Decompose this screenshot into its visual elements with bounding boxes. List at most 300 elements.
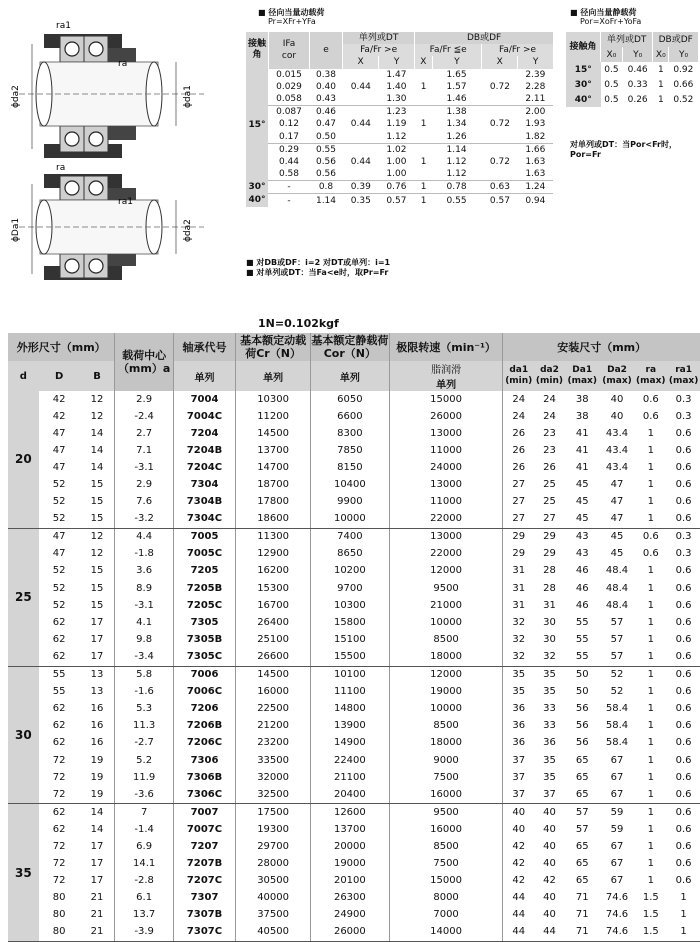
speed-cell: 7500 — [389, 856, 503, 873]
header-dimensions: 外形尺寸（mm） — [8, 333, 115, 361]
static-load-heading — [570, 8, 641, 26]
cor-cell: 26300 — [310, 890, 389, 907]
D-cell: 62 — [52, 703, 66, 715]
bearing-code-cell: 7307C — [173, 924, 235, 942]
ra1-cell: 0.6 — [675, 686, 692, 698]
header-ifa-cor: IFa cor — [269, 32, 310, 69]
Da2-cell: 67 — [610, 875, 624, 887]
B-cell: 12 — [90, 410, 104, 422]
ra-cell: 1.5 — [642, 909, 659, 921]
B-cell: 12 — [90, 531, 104, 543]
B-cell: 15 — [90, 496, 104, 508]
table-row — [8, 907, 700, 924]
cor-cell: 20000 — [310, 838, 389, 855]
cr-cell: 16000 — [236, 684, 311, 701]
B-cell: 13 — [90, 686, 104, 698]
e-cell: 0.56 — [310, 168, 343, 181]
cr-cell: 37500 — [236, 907, 311, 924]
Da2-cell: 57 — [600, 648, 635, 666]
da1-cell: 29 — [503, 546, 534, 563]
y-double-le-cell: 0.78 — [432, 181, 482, 194]
D-cell: 72 — [52, 754, 66, 766]
ra1-cell: 0.6 — [675, 616, 692, 628]
cr-cell: 16200 — [236, 563, 311, 580]
xo-single-cell: 0.5 — [604, 94, 619, 105]
label-ra1-top: ra1 — [56, 21, 71, 31]
B-cell: 15 — [90, 582, 104, 594]
da1-cell: 42 — [503, 856, 534, 873]
Da1-cell: 41 — [575, 444, 589, 456]
yo-double-cell: 0.66 — [673, 79, 694, 90]
x-double-gt-cell: 0.63 — [482, 181, 518, 194]
y-double-gt-cell: 2.11 — [518, 93, 553, 106]
e-cell: 0.8 — [310, 181, 343, 194]
bearing-code-cell: 7306 — [173, 752, 235, 769]
note-multiplier: ■ 对DB或DF：i=2 对DT或单列：i=1 — [246, 258, 391, 267]
cr-cell: 33500 — [236, 752, 311, 769]
contact-angle-cell: 15° — [246, 69, 269, 181]
cr-cell: 40500 — [236, 924, 311, 942]
table-row — [8, 684, 700, 701]
y-double-gt-cell: 1.63 — [525, 156, 546, 167]
y-double-gt-cell: 1.93 — [525, 119, 546, 130]
da1-cell: 35 — [503, 666, 534, 684]
table-row — [8, 476, 700, 493]
diagram-top — [19, 34, 204, 158]
static-note-line2: Por=Fr — [570, 150, 601, 159]
cr-cell: 29700 — [236, 838, 311, 855]
ifa-cor-cell: 0.015 — [269, 69, 310, 81]
ra1-cell: 0.6 — [675, 669, 692, 681]
B-cell: 12 — [90, 548, 104, 560]
ifa-cor-cell: 0.058 — [269, 93, 310, 106]
header-static-rating: 基本额定静载荷Cor（N） — [311, 334, 389, 360]
Da2-cell: 67 — [600, 786, 635, 804]
table-row — [8, 408, 700, 425]
bearing-code-cell: 7307 — [173, 890, 235, 907]
Da2-cell: 74.6 — [605, 909, 629, 921]
x-single-cell — [343, 106, 379, 119]
load-center-cell: 8.9 — [115, 580, 173, 597]
bearing-code-cell: 7007C — [173, 821, 235, 838]
load-center-cell: -2.7 — [115, 735, 173, 752]
Da2-cell: 45 — [610, 531, 624, 543]
Da2-cell: 47 — [610, 496, 624, 508]
Da1-cell: 65 — [575, 875, 589, 887]
unit-conversion-label: 1N=0.102kgf — [258, 317, 339, 330]
Da1-cell: 56 — [575, 703, 589, 715]
bearing-code-cell: 7006 — [173, 666, 235, 684]
header-single-dt: 单列或DT — [601, 32, 653, 47]
y-double-le-cell: 1.65 — [446, 69, 467, 80]
ra-cell: 1 — [647, 840, 654, 852]
y-double-le-cell: 1.12 — [446, 156, 467, 167]
D-cell: 72 — [52, 875, 66, 887]
cr-cell: 32500 — [236, 786, 311, 804]
speed-cell: 18000 — [389, 648, 503, 666]
header-contact-angle: 接触角 — [566, 32, 601, 62]
contact-angle-cell: 15° — [566, 62, 601, 77]
D-cell: 47 — [52, 548, 66, 560]
da2-cell: 33 — [543, 703, 556, 715]
ra1-cell: 0.6 — [675, 875, 692, 887]
label-phi-da2: ϕda2 — [11, 85, 21, 108]
load-center-cell: 2.7 — [115, 425, 173, 442]
header-installation: 安装尺寸（mm） — [503, 333, 700, 361]
y-double-gt-cell: 1.66 — [525, 144, 546, 155]
y-double-le-cell: 1.14 — [446, 144, 467, 155]
ra1-cell: 0.6 — [675, 565, 692, 577]
table-row — [8, 804, 700, 822]
D-cell: 72 — [52, 771, 66, 783]
load-center-cell: 9.8 — [115, 631, 173, 648]
Da1-cell: 55 — [565, 648, 600, 666]
col-D: D — [39, 361, 80, 391]
cor-cell: 9900 — [310, 494, 389, 511]
Da1-cell: 41 — [575, 427, 589, 439]
B-cell: 16 — [90, 703, 104, 715]
Da2-cell: 52 — [610, 686, 624, 698]
D-cell: 52 — [39, 511, 80, 529]
table-row — [8, 821, 700, 838]
e-cell: 0.47 — [310, 118, 343, 130]
e-cell: 0.46 — [310, 106, 343, 119]
ra1-cell: 0.6 — [675, 806, 692, 818]
speed-cell: 8000 — [389, 890, 503, 907]
table-row — [8, 459, 700, 476]
table-row — [8, 786, 700, 804]
ra-cell: 1 — [634, 511, 667, 529]
da2-cell: 24 — [543, 410, 556, 422]
B-cell: 17 — [90, 616, 104, 628]
cr-cell: 11300 — [236, 528, 311, 546]
cr-cell: 14500 — [236, 666, 311, 684]
cr-cell: 13700 — [236, 442, 311, 459]
ra1-cell: 0.6 — [675, 599, 692, 611]
yo-single-cell: 0.33 — [627, 79, 648, 90]
cor-cell: 26000 — [310, 924, 389, 942]
x-double-gt-cell — [482, 143, 518, 156]
bearing-code-cell: 7206 — [173, 701, 235, 718]
y-single-cell: 1.19 — [386, 119, 407, 130]
yo-double-cell: 0.52 — [673, 94, 694, 105]
da2-cell: 32 — [534, 648, 565, 666]
col-d: d — [8, 361, 39, 391]
ra-cell: 1 — [647, 823, 654, 835]
load-center-cell: 5.8 — [115, 666, 173, 684]
diagram-bottom — [19, 174, 204, 280]
cr-cell: 19300 — [236, 821, 311, 838]
Da1-cell: 55 — [575, 616, 589, 628]
bearing-spec-table — [8, 333, 700, 942]
da2-cell: 36 — [543, 737, 556, 749]
cor-cell: 20400 — [310, 786, 389, 804]
table-row — [8, 890, 700, 907]
ra-cell: 1 — [647, 771, 654, 783]
ra1-cell: 0.6 — [675, 633, 692, 645]
cr-cell: 26400 — [236, 614, 311, 631]
e-cell: 0.38 — [310, 69, 343, 81]
da1-cell: 44 — [503, 890, 534, 907]
D-cell: 72 — [52, 840, 66, 852]
y-single-cell: 1.23 — [386, 107, 407, 118]
da1-cell: 24 — [503, 408, 534, 425]
da1-cell: 24 — [503, 391, 534, 408]
Da1-cell: 65 — [565, 786, 600, 804]
header-bearing-code: 轴承代号 — [173, 333, 235, 361]
ra-cell: 1 — [647, 461, 654, 473]
ra1-cell: 1 — [667, 924, 700, 942]
load-center-cell: 4.4 — [115, 528, 173, 546]
ra1-cell: 0.6 — [675, 858, 692, 870]
xo-double-cell: 1 — [657, 94, 664, 105]
table-row — [8, 735, 700, 752]
bearing-code-cell: 7005 — [173, 528, 235, 546]
table-row — [8, 614, 700, 631]
Da1-cell: 57 — [575, 806, 589, 818]
ra1-cell: 0.6 — [675, 754, 692, 766]
da1-cell: 40 — [503, 821, 534, 838]
cr-cell: 32000 — [236, 769, 311, 786]
table-row — [246, 168, 553, 181]
B-cell: 19 — [80, 786, 115, 804]
Da2-cell: 48.4 — [605, 582, 629, 594]
Da2-cell: 52 — [610, 669, 624, 681]
B-cell: 14 — [90, 427, 104, 439]
bearing-code-cell: 7304C — [173, 511, 235, 529]
cond-double-le: Fa/Fr ≦e — [415, 44, 482, 56]
speed-cell: 14000 — [389, 924, 503, 942]
cor-cell: 14900 — [310, 735, 389, 752]
cr-cell: 16700 — [236, 597, 311, 614]
cor-cell: 15800 — [310, 614, 389, 631]
contact-angle-cell: 30° — [246, 181, 269, 194]
table-row — [8, 769, 700, 786]
B-cell: 12 — [90, 393, 104, 405]
load-center-cell: 6.1 — [115, 890, 173, 907]
ra-cell: 1.5 — [642, 892, 659, 904]
D-cell: 52 — [52, 599, 66, 611]
bearing-code-cell: 7307B — [173, 907, 235, 924]
table-row — [8, 425, 700, 442]
static-load-formula: Por=XoFr+YoFa — [580, 17, 642, 26]
bore-diameter-cell: 35 — [8, 804, 39, 942]
ifa-cor-cell: 0.029 — [269, 81, 310, 93]
col-speed: 脂润滑 单列 — [389, 361, 503, 391]
cor-cell: 10400 — [310, 476, 389, 493]
cr-cell: 11200 — [236, 408, 311, 425]
Da1-cell: 45 — [565, 511, 600, 529]
da1-cell: 27 — [503, 511, 534, 529]
Da2-cell: 48.4 — [605, 599, 629, 611]
bearing-code-cell: 7204B — [173, 442, 235, 459]
bearing-code-cell: 7305 — [173, 614, 235, 631]
header-e: e — [310, 32, 343, 69]
table-row — [8, 494, 700, 511]
ifa-cor-cell: 0.12 — [269, 118, 310, 130]
cr-cell: 17500 — [236, 804, 311, 822]
Da1-cell: 46 — [575, 582, 589, 594]
Da2-cell: 67 — [610, 771, 624, 783]
cor-cell: 19000 — [310, 856, 389, 873]
x-double-gt-cell: 0.72 — [482, 156, 518, 168]
y-double-gt-cell: 2.39 — [525, 69, 546, 80]
Da1-cell: 43 — [575, 531, 589, 543]
da2-cell: 40 — [543, 806, 556, 818]
speed-cell: 15000 — [389, 391, 503, 408]
speed-cell: 8500 — [389, 838, 503, 855]
table-row — [566, 92, 698, 107]
Da1-cell: 55 — [575, 633, 589, 645]
load-center-cell: -3.2 — [115, 511, 173, 529]
bearing-mounting-diagrams — [4, 4, 240, 294]
col-x: X — [415, 56, 432, 68]
ifa-cor-cell: 0.44 — [269, 156, 310, 168]
x-single-cell: 0.35 — [343, 194, 379, 207]
bearing-code-cell: 7305B — [173, 631, 235, 648]
cor-cell: 14800 — [310, 701, 389, 718]
table-row — [8, 701, 700, 718]
table-row — [246, 81, 553, 93]
B-cell: 14 — [90, 461, 104, 473]
yo-single-cell: 0.46 — [627, 64, 648, 75]
cor-cell: 8650 — [310, 546, 389, 563]
dynamic-load-title: ■ 径向当量动载荷 — [258, 8, 325, 17]
cr-cell: 21200 — [236, 718, 311, 735]
ra-cell: 0.6 — [642, 531, 659, 543]
B-cell: 17 — [80, 648, 115, 666]
da2-cell: 31 — [543, 599, 556, 611]
col-yo: Y₀ — [622, 47, 653, 62]
col-da1: da1 (min) — [503, 361, 534, 391]
y-double-le-cell: 1.12 — [432, 168, 482, 181]
Da1-cell: 50 — [575, 686, 589, 698]
speed-cell: 10000 — [389, 614, 503, 631]
load-center-cell: 7.1 — [115, 442, 173, 459]
cor-cell: 15100 — [310, 631, 389, 648]
cor-cell: 6050 — [310, 391, 389, 408]
cor-cell: 10200 — [310, 563, 389, 580]
load-center-cell: 13.7 — [115, 907, 173, 924]
da1-cell: 26 — [503, 425, 534, 442]
cor-cell: 8300 — [310, 425, 389, 442]
x-double-le-cell — [415, 143, 432, 156]
bearing-code-cell: 7306B — [173, 769, 235, 786]
B-cell: 19 — [90, 771, 104, 783]
y-single-cell: 1.00 — [379, 168, 415, 181]
x-double-gt-cell: 0.72 — [482, 118, 518, 130]
Da1-cell: 43 — [575, 548, 589, 560]
da2-cell: 25 — [543, 496, 556, 508]
load-center-cell: -1.4 — [115, 821, 173, 838]
cr-cell: 15300 — [236, 580, 311, 597]
col-xo: X₀ — [653, 47, 669, 62]
D-cell: 62 — [52, 823, 66, 835]
Da2-cell: 74.6 — [600, 924, 635, 942]
load-center-cell: -2.8 — [115, 873, 173, 890]
y-single-cell: 1.00 — [386, 156, 407, 167]
ra1-cell: 1 — [680, 909, 687, 921]
bearing-code-cell: 7305C — [173, 648, 235, 666]
bearing-code-cell: 7205B — [173, 580, 235, 597]
ra1-cell: 0.6 — [675, 771, 692, 783]
y-double-le-cell: 1.26 — [432, 131, 482, 144]
ra1-cell: 0.6 — [675, 823, 692, 835]
y-double-le-cell: 1.34 — [446, 119, 467, 130]
da1-cell: 42 — [503, 838, 534, 855]
Da2-cell: 43.4 — [605, 444, 629, 456]
x-double-le-cell: 1 — [415, 156, 432, 168]
load-center-cell: 5.2 — [115, 752, 173, 769]
table-row — [246, 131, 553, 144]
cor-cell: 21100 — [310, 769, 389, 786]
bearing-code-cell: 7304B — [173, 494, 235, 511]
cor-cell: 9700 — [310, 580, 389, 597]
Da2-cell: 47 — [610, 479, 624, 491]
cor-cell: 7400 — [310, 528, 389, 546]
ra-cell: 0.6 — [642, 548, 659, 560]
table-row — [246, 143, 553, 156]
speed-cell: 18000 — [389, 735, 503, 752]
ra1-cell: 1 — [680, 892, 687, 904]
y-double-gt-cell: 2.28 — [525, 81, 546, 92]
note-single-row: ■ 对单列或DT：当Fa<e时，取Pr=Fr — [246, 268, 389, 277]
da2-cell: 29 — [543, 548, 556, 560]
x-double-gt-cell — [482, 131, 518, 144]
x-single-cell — [343, 93, 379, 106]
B-cell: 19 — [90, 754, 104, 766]
Da1-cell: 46 — [575, 599, 589, 611]
xo-double-cell: 1 — [657, 79, 664, 90]
ra-cell: 1 — [647, 858, 654, 870]
contact-angle-cell: 40° — [566, 92, 601, 107]
B-cell: 15 — [90, 565, 104, 577]
table-row — [566, 77, 698, 92]
ifa-cor-cell: 0.17 — [269, 131, 310, 144]
table-row — [246, 194, 553, 207]
cor-cell: 13900 — [310, 718, 389, 735]
D-cell: 52 — [52, 479, 66, 491]
table-row — [246, 156, 553, 168]
xo-single-cell: 0.5 — [604, 79, 619, 90]
table-row — [8, 528, 700, 546]
speed-cell: 12000 — [389, 563, 503, 580]
Da2-cell: 58.4 — [605, 737, 629, 749]
ra-cell: 1 — [647, 599, 654, 611]
D-cell: 72 — [39, 786, 80, 804]
Da1-cell: 71 — [575, 892, 589, 904]
y-double-gt-cell: 2.00 — [525, 107, 546, 118]
speed-cell: 16000 — [389, 786, 503, 804]
speed-cell: 13000 — [389, 425, 503, 442]
cr-cell: 26600 — [236, 648, 311, 666]
col-x: X — [482, 56, 518, 68]
e-cell: 1.14 — [310, 194, 343, 207]
xo-single-cell: 0.5 — [604, 64, 619, 75]
cor-cell: 22400 — [310, 752, 389, 769]
y-single-cell: 1.30 — [379, 93, 415, 106]
x-double-gt-cell: 0.72 — [482, 81, 518, 93]
static-load-table — [566, 32, 698, 107]
cor-cell: 10000 — [310, 511, 389, 529]
da2-cell: 24 — [543, 393, 556, 405]
Da1-cell: 45 — [575, 496, 589, 508]
Da2-cell: 57 — [610, 633, 624, 645]
ra-cell: 1 — [647, 427, 654, 439]
da1-cell: 26 — [503, 442, 534, 459]
D-cell: 80 — [52, 909, 66, 921]
B-cell: 16 — [90, 720, 104, 732]
